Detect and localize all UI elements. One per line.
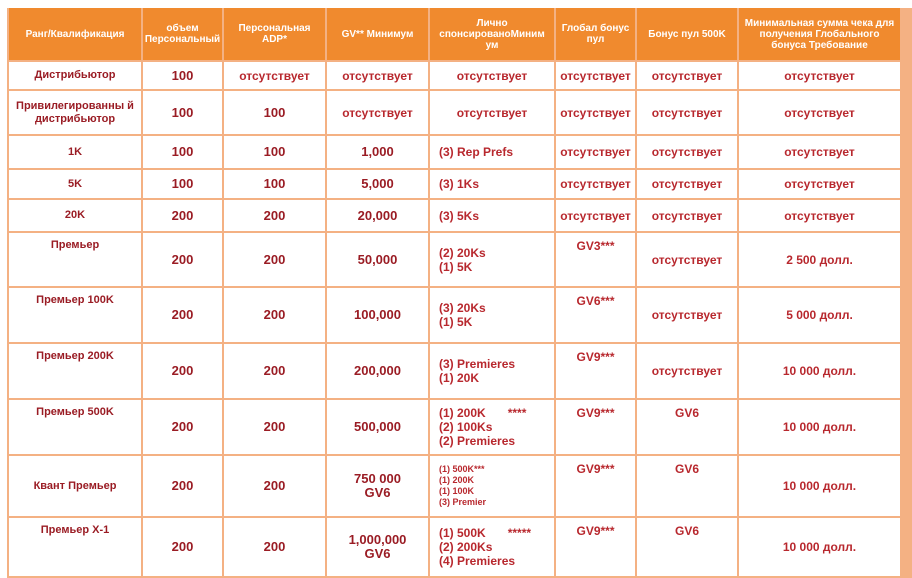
sponsored-requirement: (1) 200K [439, 475, 475, 485]
rank-cell: Привилегированны й дистрибьютор [9, 91, 141, 134]
bonus-pool-500k-cell: отсутствует [637, 136, 737, 168]
rank-cell: Премьер X-1 [9, 518, 141, 576]
footnote-stars: ***** [507, 526, 532, 540]
sponsored-requirement: (2) Premieres [439, 434, 516, 448]
sponsored-requirement: (2) 20Ks [439, 245, 486, 260]
personal-volume-cell: 200 [143, 456, 222, 516]
sponsored-requirement: (1) 200K [439, 406, 486, 420]
minimum-check-cell: отсутствует [739, 170, 900, 198]
global-bonus-pool-cell: GV9*** [556, 456, 635, 516]
header-bonus-pool-500k: Бонус пул 500K [637, 8, 737, 60]
global-bonus-pool-cell: отсутствует [556, 200, 635, 231]
rank-cell: Премьер 200K [9, 344, 141, 398]
personally-sponsored-cell [430, 200, 554, 231]
global-bonus-pool-cell: отсутствует [556, 91, 635, 134]
personal-adp-cell: 100 [224, 170, 325, 198]
personally-sponsored-cell [430, 518, 554, 576]
sponsored-requirement: (2) 100Ks [439, 420, 493, 434]
sponsored-requirement: (3) Premier [439, 497, 487, 507]
header-personal-adp: Персональная ADP* [224, 8, 325, 60]
sponsored-requirement: (2) 200Ks [439, 540, 493, 554]
gv-minimum-cell [327, 136, 428, 168]
sponsored-requirement: (3) Premieres [439, 357, 516, 371]
sponsored-requirement: (3) 5Ks [439, 208, 480, 223]
global-bonus-pool-cell: отсутствует [556, 170, 635, 198]
global-bonus-pool-cell: GV9*** [556, 344, 635, 398]
personally-sponsored-cell [430, 170, 554, 198]
sponsored-requirement: отсутствует [456, 68, 528, 83]
minimum-check-cell: отсутствует [739, 200, 900, 231]
bonus-pool-500k-cell: отсутствует [637, 200, 737, 231]
personally-sponsored-cell [430, 400, 554, 454]
personally-sponsored-cell [430, 136, 554, 168]
personal-adp-cell: 200 [224, 518, 325, 576]
personal-volume-cell: 100 [143, 91, 222, 134]
sponsored-requirement: (1) 100K [439, 486, 475, 496]
qualification-table [7, 8, 912, 578]
personal-adp-cell: 100 [224, 91, 325, 134]
global-bonus-pool-cell: GV3*** [556, 233, 635, 286]
minimum-check-cell: 5 000 долл. [739, 288, 900, 342]
sponsored-requirement: (1) 5K [439, 315, 473, 329]
gv-minimum-line: 100,000 [354, 307, 401, 322]
sponsored-requirement: отсутствует [456, 105, 528, 120]
personally-sponsored-cell [430, 288, 554, 342]
personal-volume-cell: 100 [143, 62, 222, 89]
personal-volume-cell: 100 [143, 170, 222, 198]
gv-minimum-cell [327, 400, 428, 454]
personal-adp-cell: 100 [224, 136, 325, 168]
gv-minimum-cell [327, 170, 428, 198]
gv-minimum-line: 5,000 [361, 176, 394, 191]
gv-minimum-cell [327, 91, 428, 134]
gv-minimum-line: 500,000 [354, 419, 401, 434]
bonus-pool-500k-cell: GV6 [637, 456, 737, 516]
minimum-check-cell: 10 000 долл. [739, 456, 900, 516]
sponsored-requirement: (3) 20Ks [439, 301, 486, 315]
gv-minimum-line: 50,000 [357, 251, 398, 267]
sponsored-requirement: (1) 20K [439, 371, 480, 385]
personal-volume-cell: 200 [143, 233, 222, 286]
gv-minimum-line: отсутствует [342, 105, 413, 120]
personal-volume-cell: 200 [143, 344, 222, 398]
personal-volume-cell: 100 [143, 136, 222, 168]
personally-sponsored-cell [430, 233, 554, 286]
personal-volume-cell: 200 [143, 288, 222, 342]
bonus-pool-500k-cell: отсутствует [637, 170, 737, 198]
personal-adp-cell: 200 [224, 456, 325, 516]
bonus-pool-500k-cell: отсутствует [637, 344, 737, 398]
minimum-check-cell: 10 000 долл. [739, 344, 900, 398]
gv-minimum-cell [327, 518, 428, 576]
gv-minimum-line: GV6 [364, 485, 391, 500]
rank-cell: Премьер [9, 233, 141, 286]
personal-adp-cell: 200 [224, 233, 325, 286]
personally-sponsored-cell [430, 62, 554, 89]
global-bonus-pool-cell: отсутствует [556, 62, 635, 89]
minimum-check-cell: отсутствует [739, 91, 900, 134]
rank-cell: Дистрибьютор [9, 62, 141, 89]
sponsored-requirement: (1) 5K [439, 259, 473, 274]
personally-sponsored-cell [430, 91, 554, 134]
personal-adp-cell: 200 [224, 200, 325, 231]
personal-volume-cell: 200 [143, 200, 222, 231]
header-rank: Ранг/Квалификация [9, 8, 141, 60]
header-personal-volume: объем Персональный [143, 8, 222, 60]
sponsored-requirement: (1) 500K [439, 526, 486, 540]
bonus-pool-500k-cell: отсутствует [637, 91, 737, 134]
rank-cell: 1K [9, 136, 141, 168]
bonus-pool-500k-cell: GV6 [637, 400, 737, 454]
gv-minimum-line: 1,000 [361, 144, 394, 159]
header-global-bonus-pool: Глобал бонус пул [556, 8, 635, 60]
rank-cell: 5K [9, 170, 141, 198]
minimum-check-cell: отсутствует [739, 62, 900, 89]
bonus-pool-500k-cell: отсутствует [637, 233, 737, 286]
rank-cell: Премьер 100K [9, 288, 141, 342]
header-minimum-check: Минимальная сумма чека для получения Глобального бонуса Требование [739, 8, 900, 60]
rank-cell: Премьер 500K [9, 400, 141, 454]
gv-minimum-line: 1,000,000 [348, 532, 407, 547]
gv-minimum-cell [327, 344, 428, 398]
minimum-check-cell: отсутствует [739, 136, 900, 168]
gv-minimum-cell [327, 456, 428, 516]
minimum-check-cell: 10 000 долл. [739, 518, 900, 576]
rank-cell: 20K [9, 200, 141, 231]
personal-adp-cell: отсутствует [224, 62, 325, 89]
personal-volume-cell: 200 [143, 518, 222, 576]
personally-sponsored-cell [430, 456, 554, 516]
footnote-stars: **** [507, 406, 527, 420]
sponsored-requirement: (3) 1Ks [439, 177, 480, 191]
global-bonus-pool-cell: GV9*** [556, 518, 635, 576]
gv-minimum-line: 20,000 [357, 207, 398, 223]
bonus-pool-500k-cell: отсутствует [637, 62, 737, 89]
personal-volume-cell: 200 [143, 400, 222, 454]
gv-minimum-cell [327, 200, 428, 231]
gv-minimum-cell [327, 233, 428, 286]
personal-adp-cell: 200 [224, 400, 325, 454]
sponsored-requirement: (1) 500K*** [439, 464, 485, 474]
gv-minimum-cell [327, 62, 428, 89]
global-bonus-pool-cell: GV6*** [556, 288, 635, 342]
gv-minimum-cell [327, 288, 428, 342]
rank-cell: Квант Премьер [9, 456, 141, 516]
bonus-pool-500k-cell: отсутствует [637, 288, 737, 342]
gv-minimum-line: GV6 [364, 546, 391, 561]
personally-sponsored-cell [430, 344, 554, 398]
gv-minimum-line: отсутствует [342, 68, 413, 83]
global-bonus-pool-cell: отсутствует [556, 136, 635, 168]
gv-minimum-line: 200,000 [354, 363, 401, 378]
header-personally-sponsored: Лично спонсированоМиним ум [430, 8, 554, 60]
bonus-pool-500k-cell: GV6 [637, 518, 737, 576]
personal-adp-cell: 200 [224, 288, 325, 342]
header-gv-minimum: GV** Минимум [327, 8, 428, 60]
gv-minimum-line: 750 000 [354, 471, 401, 486]
sponsored-requirement: (3) Rep Prefs [439, 145, 514, 159]
sponsored-requirement: (4) Premieres [439, 554, 516, 568]
minimum-check-cell: 2 500 долл. [739, 233, 900, 286]
minimum-check-cell: 10 000 долл. [739, 400, 900, 454]
personal-adp-cell: 200 [224, 344, 325, 398]
global-bonus-pool-cell: GV9*** [556, 400, 635, 454]
